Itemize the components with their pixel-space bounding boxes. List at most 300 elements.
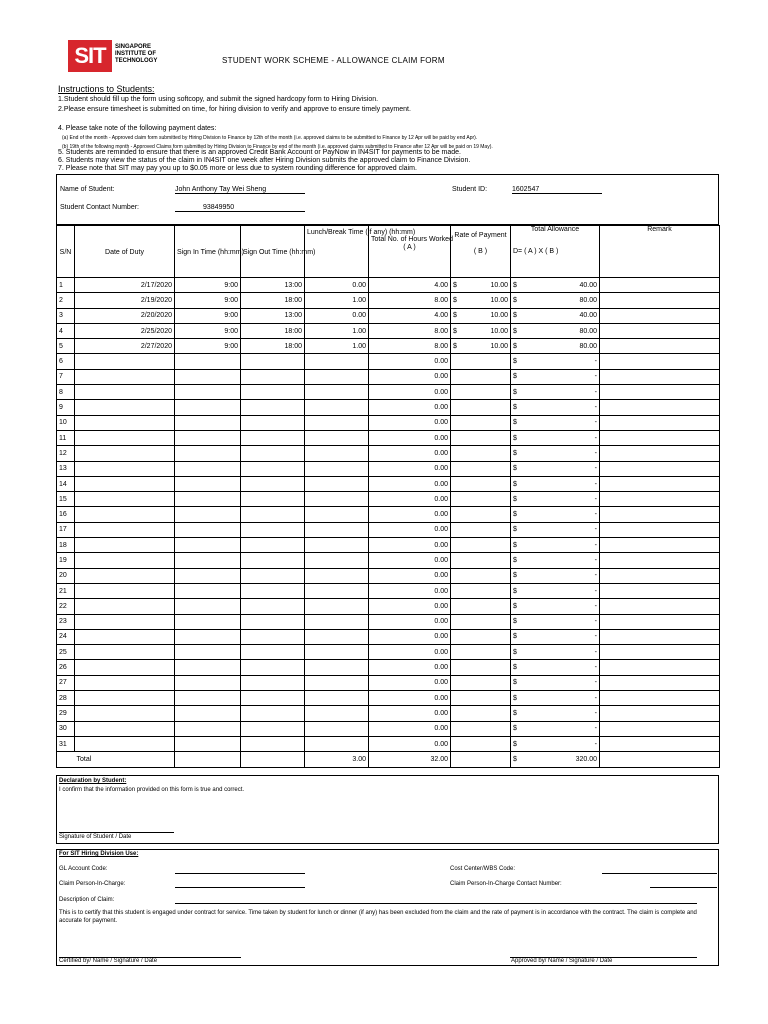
- cell-remark[interactable]: [600, 323, 720, 338]
- cell-sign-out[interactable]: 18:00: [241, 339, 305, 354]
- cell-sn[interactable]: 28: [57, 691, 75, 706]
- cell-sn[interactable]: 21: [57, 583, 75, 598]
- cell-date[interactable]: [75, 599, 175, 614]
- cell-lunch[interactable]: [305, 415, 369, 430]
- cell-sn[interactable]: 25: [57, 645, 75, 660]
- cell-rate[interactable]: [451, 736, 511, 751]
- instruction-2: 2.Please ensure timesheet is submitted on time, for hiring division to verify and approve to ensure timely payment.: [58, 106, 411, 113]
- cell-hours[interactable]: 4.00: [369, 278, 451, 293]
- cell-total: [511, 323, 600, 338]
- claim-person-label: Claim Person-In-Charge:: [59, 881, 126, 887]
- cell-sign-out[interactable]: [241, 706, 305, 721]
- cell-sign-out[interactable]: [241, 614, 305, 629]
- cell-sign-out[interactable]: [241, 446, 305, 461]
- cell-date[interactable]: [75, 538, 175, 553]
- cell-sn[interactable]: 2: [57, 293, 75, 308]
- cell-rate[interactable]: [451, 553, 511, 568]
- cell-remark[interactable]: [600, 446, 720, 461]
- table-row: [57, 507, 720, 522]
- cell-sign-in[interactable]: [175, 721, 241, 736]
- cell-remark[interactable]: [600, 507, 720, 522]
- cell-sign-out[interactable]: [241, 629, 305, 644]
- cell-rate[interactable]: [451, 522, 511, 537]
- cell-sign-out[interactable]: [241, 507, 305, 522]
- cell-lunch[interactable]: [305, 369, 369, 384]
- header-rate-sub: ( B ): [473, 248, 488, 255]
- cell-hours[interactable]: 0.00: [369, 507, 451, 522]
- cell-sign-out[interactable]: [241, 522, 305, 537]
- cell-hours[interactable]: 0.00: [369, 400, 451, 415]
- cell-sign-in[interactable]: [175, 369, 241, 384]
- table-row: [57, 736, 720, 751]
- cell-sign-out[interactable]: 18:00: [241, 323, 305, 338]
- cell-hours[interactable]: 0.00: [369, 736, 451, 751]
- cell-date[interactable]: [75, 492, 175, 507]
- cell-lunch[interactable]: [305, 553, 369, 568]
- cell-remark[interactable]: [600, 354, 720, 369]
- cell-lunch[interactable]: [305, 522, 369, 537]
- cell-lunch[interactable]: [305, 385, 369, 400]
- cell-lunch[interactable]: [305, 476, 369, 491]
- cell-lunch[interactable]: [305, 645, 369, 660]
- cell-date[interactable]: [75, 553, 175, 568]
- cell-sign-in[interactable]: 9:00: [175, 308, 241, 323]
- cost-center-field[interactable]: [602, 873, 717, 874]
- declaration-heading: Declaration by Student:: [59, 778, 127, 784]
- cell-sn[interactable]: 27: [57, 675, 75, 690]
- cell-remark[interactable]: [600, 476, 720, 491]
- cell-rate[interactable]: [451, 568, 511, 583]
- total-value: -: [594, 556, 597, 564]
- cell-total: [511, 492, 600, 507]
- currency-symbol: $: [513, 618, 517, 626]
- cell-total-remark: [600, 752, 720, 767]
- cell-sign-in[interactable]: [175, 522, 241, 537]
- cell-rate[interactable]: [451, 660, 511, 675]
- cell-sign-out[interactable]: [241, 430, 305, 445]
- cell-rate[interactable]: [451, 446, 511, 461]
- cell-sign-in[interactable]: [175, 599, 241, 614]
- cell-sn[interactable]: 6: [57, 354, 75, 369]
- cell-lunch[interactable]: 0.00: [305, 278, 369, 293]
- cell-sn[interactable]: 24: [57, 629, 75, 644]
- cell-sign-out[interactable]: [241, 476, 305, 491]
- cell-hours[interactable]: 0.00: [369, 629, 451, 644]
- duty-table-body: [57, 278, 720, 768]
- cell-hours[interactable]: 0.00: [369, 492, 451, 507]
- total-value: -: [594, 664, 597, 672]
- cell-hours[interactable]: 0.00: [369, 538, 451, 553]
- cell-hours[interactable]: 0.00: [369, 385, 451, 400]
- cell-hours[interactable]: 0.00: [369, 645, 451, 660]
- cell-sn[interactable]: 12: [57, 446, 75, 461]
- cell-date[interactable]: [75, 660, 175, 675]
- cell-lunch[interactable]: [305, 629, 369, 644]
- cell-sign-in[interactable]: [175, 385, 241, 400]
- cell-remark[interactable]: [600, 492, 720, 507]
- cell-lunch[interactable]: [305, 583, 369, 598]
- cell-rate[interactable]: [451, 354, 511, 369]
- cell-remark[interactable]: [600, 645, 720, 660]
- cell-sn[interactable]: 29: [57, 706, 75, 721]
- cell-sign-in[interactable]: 9:00: [175, 293, 241, 308]
- cell-sign-out[interactable]: [241, 385, 305, 400]
- cell-remark[interactable]: [600, 675, 720, 690]
- table-header-row: [57, 226, 720, 278]
- cell-hours[interactable]: 0.00: [369, 354, 451, 369]
- cell-sn[interactable]: 30: [57, 721, 75, 736]
- cell-remark[interactable]: [600, 522, 720, 537]
- currency-symbol: $: [453, 327, 457, 335]
- cell-sn[interactable]: 20: [57, 568, 75, 583]
- cell-rate[interactable]: [451, 507, 511, 522]
- cell-date[interactable]: [75, 691, 175, 706]
- currency-symbol: $: [513, 755, 517, 763]
- cell-hours[interactable]: 0.00: [369, 599, 451, 614]
- gl-account-field[interactable]: [175, 873, 305, 874]
- cell-date[interactable]: 2/20/2020: [75, 308, 175, 323]
- student-id-field[interactable]: 1602547: [512, 186, 602, 194]
- cell-lunch[interactable]: [305, 492, 369, 507]
- cell-date[interactable]: [75, 614, 175, 629]
- cell-rate[interactable]: [451, 721, 511, 736]
- cell-hours[interactable]: 0.00: [369, 583, 451, 598]
- cell-sign-out[interactable]: [241, 369, 305, 384]
- cell-lunch[interactable]: [305, 507, 369, 522]
- rate-value: 10.00: [490, 312, 508, 320]
- cell-sn[interactable]: 23: [57, 614, 75, 629]
- cell-hours[interactable]: 0.00: [369, 522, 451, 537]
- cell-remark[interactable]: [600, 400, 720, 415]
- cell-sign-in[interactable]: [175, 629, 241, 644]
- cell-lunch[interactable]: 1.00: [305, 323, 369, 338]
- cell-sn[interactable]: 5: [57, 339, 75, 354]
- currency-symbol: $: [513, 358, 517, 366]
- student-name-label: Name of Student:: [60, 186, 115, 193]
- cell-sign-in[interactable]: [175, 736, 241, 751]
- cell-hours[interactable]: 0.00: [369, 675, 451, 690]
- cell-lunch[interactable]: [305, 736, 369, 751]
- cell-lunch[interactable]: [305, 660, 369, 675]
- cell-sn[interactable]: 3: [57, 308, 75, 323]
- cell-lunch[interactable]: [305, 538, 369, 553]
- cell-sn[interactable]: 22: [57, 599, 75, 614]
- cell-date[interactable]: [75, 430, 175, 445]
- cell-date[interactable]: [75, 415, 175, 430]
- cell-sign-out[interactable]: [241, 553, 305, 568]
- total-value: -: [594, 358, 597, 366]
- cell-rate[interactable]: [451, 706, 511, 721]
- cell-rate[interactable]: [451, 629, 511, 644]
- cell-remark[interactable]: [600, 599, 720, 614]
- cell-rate[interactable]: [451, 614, 511, 629]
- cell-total: [511, 522, 600, 537]
- cell-remark[interactable]: [600, 461, 720, 476]
- cell-sn[interactable]: 11: [57, 430, 75, 445]
- cell-hours[interactable]: 0.00: [369, 706, 451, 721]
- cell-lunch[interactable]: [305, 614, 369, 629]
- cell-lunch[interactable]: 1.00: [305, 339, 369, 354]
- cell-sign-in[interactable]: [175, 354, 241, 369]
- currency-symbol: $: [513, 694, 517, 702]
- cell-total: [511, 278, 600, 293]
- total-value: -: [594, 541, 597, 549]
- cell-lunch[interactable]: [305, 675, 369, 690]
- cell-lunch[interactable]: 0.00: [305, 308, 369, 323]
- total-value: -: [594, 618, 597, 626]
- cell-rate[interactable]: [451, 430, 511, 445]
- cell-remark[interactable]: [600, 293, 720, 308]
- cell-hours[interactable]: 0.00: [369, 415, 451, 430]
- cell-rate[interactable]: [451, 278, 511, 293]
- cell-sign-out[interactable]: [241, 461, 305, 476]
- cell-sn[interactable]: 19: [57, 553, 75, 568]
- cell-sign-in[interactable]: [175, 583, 241, 598]
- currency-symbol: $: [513, 556, 517, 564]
- cell-sign-in[interactable]: 9:00: [175, 339, 241, 354]
- cell-lunch[interactable]: [305, 446, 369, 461]
- cell-sign-in[interactable]: [175, 568, 241, 583]
- cell-date[interactable]: [75, 645, 175, 660]
- cell-lunch[interactable]: [305, 354, 369, 369]
- claim-description-field[interactable]: [175, 903, 697, 904]
- cell-rate[interactable]: [451, 339, 511, 354]
- cell-sign-out[interactable]: [241, 538, 305, 553]
- cell-sign-out[interactable]: [241, 400, 305, 415]
- currency-symbol: $: [513, 740, 517, 748]
- table-row: [57, 522, 720, 537]
- cell-date[interactable]: [75, 675, 175, 690]
- cell-sign-in[interactable]: 9:00: [175, 278, 241, 293]
- cell-hours[interactable]: 0.00: [369, 568, 451, 583]
- cell-sign-in[interactable]: [175, 706, 241, 721]
- cell-remark[interactable]: [600, 278, 720, 293]
- student-signature-line[interactable]: [59, 832, 174, 833]
- cell-sn[interactable]: 10: [57, 415, 75, 430]
- cell-remark[interactable]: [600, 583, 720, 598]
- cell-sign-in[interactable]: [175, 691, 241, 706]
- cell-remark[interactable]: [600, 691, 720, 706]
- cell-rate[interactable]: [451, 583, 511, 598]
- cell-remark[interactable]: [600, 415, 720, 430]
- header-sign-out: Sign Out Time (hh:mm): [241, 226, 305, 278]
- cell-remark[interactable]: [600, 568, 720, 583]
- cell-sign-out[interactable]: [241, 721, 305, 736]
- cell-remark[interactable]: [600, 706, 720, 721]
- cell-hours[interactable]: 0.00: [369, 660, 451, 675]
- cell-lunch[interactable]: [305, 430, 369, 445]
- cell-sign-out[interactable]: [241, 568, 305, 583]
- cell-sign-out[interactable]: 13:00: [241, 278, 305, 293]
- cell-rate[interactable]: [451, 293, 511, 308]
- cell-lunch[interactable]: [305, 691, 369, 706]
- table-row: [57, 385, 720, 400]
- cell-sn[interactable]: 8: [57, 385, 75, 400]
- cell-date[interactable]: [75, 568, 175, 583]
- cell-date[interactable]: 2/17/2020: [75, 278, 175, 293]
- cell-date[interactable]: [75, 507, 175, 522]
- cell-hours[interactable]: 0.00: [369, 476, 451, 491]
- header-hours-label: Total No. of Hours Worked: [371, 236, 453, 243]
- instruction-6: 6. Students may view the status of the claim in IN4SIT one week after Hiring Division submits the approved claim to Finance Division.: [58, 157, 471, 164]
- cell-sign-in[interactable]: [175, 461, 241, 476]
- cell-sn[interactable]: 17: [57, 522, 75, 537]
- table-row: [57, 629, 720, 644]
- cell-sign-in[interactable]: [175, 507, 241, 522]
- cell-remark[interactable]: [600, 538, 720, 553]
- cell-sign-out[interactable]: [241, 645, 305, 660]
- student-id-label: Student ID:: [452, 186, 488, 193]
- cell-sign-out[interactable]: [241, 736, 305, 751]
- cell-total: [511, 614, 600, 629]
- cell-date[interactable]: [75, 736, 175, 751]
- cell-rate[interactable]: [451, 385, 511, 400]
- cell-rate[interactable]: [451, 691, 511, 706]
- cell-sn[interactable]: 1: [57, 278, 75, 293]
- cell-sign-in[interactable]: [175, 614, 241, 629]
- cell-date[interactable]: [75, 461, 175, 476]
- cell-remark[interactable]: [600, 553, 720, 568]
- cell-rate[interactable]: [451, 400, 511, 415]
- cell-sn[interactable]: 26: [57, 660, 75, 675]
- cell-remark[interactable]: [600, 614, 720, 629]
- currency-symbol: $: [453, 281, 457, 289]
- cell-rate[interactable]: [451, 369, 511, 384]
- cell-remark[interactable]: [600, 721, 720, 736]
- cell-sign-out[interactable]: [241, 354, 305, 369]
- cell-lunch[interactable]: 1.00: [305, 293, 369, 308]
- cell-sign-in[interactable]: [175, 675, 241, 690]
- cell-sign-out[interactable]: [241, 583, 305, 598]
- cell-sn[interactable]: 16: [57, 507, 75, 522]
- cell-sn[interactable]: 9: [57, 400, 75, 415]
- cell-sn[interactable]: 18: [57, 538, 75, 553]
- cell-rate[interactable]: [451, 323, 511, 338]
- cell-sn[interactable]: 31: [57, 736, 75, 751]
- student-name-field[interactable]: John Anthony Tay Wei Sheng: [175, 186, 305, 194]
- cell-lunch[interactable]: [305, 461, 369, 476]
- cell-date[interactable]: 2/27/2020: [75, 339, 175, 354]
- cell-sign-in[interactable]: [175, 492, 241, 507]
- student-contact-field[interactable]: 93849950: [175, 204, 305, 212]
- cell-sign-out[interactable]: [241, 599, 305, 614]
- cell-hours[interactable]: 0.00: [369, 430, 451, 445]
- cell-date[interactable]: [75, 629, 175, 644]
- cell-sign-out[interactable]: 13:00: [241, 308, 305, 323]
- cell-rate[interactable]: [451, 492, 511, 507]
- cell-date[interactable]: [75, 354, 175, 369]
- cell-hours[interactable]: 8.00: [369, 293, 451, 308]
- cell-lunch[interactable]: [305, 706, 369, 721]
- cell-date[interactable]: 2/25/2020: [75, 323, 175, 338]
- claim-person-contact-field[interactable]: [650, 887, 717, 888]
- cell-sign-in[interactable]: [175, 446, 241, 461]
- cell-remark[interactable]: [600, 430, 720, 445]
- cell-sign-in[interactable]: [175, 476, 241, 491]
- cell-sn[interactable]: 15: [57, 492, 75, 507]
- cell-sign-out[interactable]: [241, 691, 305, 706]
- cell-remark[interactable]: [600, 629, 720, 644]
- cell-sn[interactable]: 7: [57, 369, 75, 384]
- cell-remark[interactable]: [600, 660, 720, 675]
- cell-date[interactable]: [75, 522, 175, 537]
- cell-rate[interactable]: [451, 308, 511, 323]
- cell-rate[interactable]: [451, 538, 511, 553]
- cell-hours[interactable]: 8.00: [369, 339, 451, 354]
- cell-lunch[interactable]: [305, 599, 369, 614]
- cell-date[interactable]: [75, 385, 175, 400]
- claim-person-field[interactable]: [175, 887, 305, 888]
- cell-sign-in[interactable]: [175, 645, 241, 660]
- cell-sn[interactable]: 14: [57, 476, 75, 491]
- cell-date[interactable]: 2/19/2020: [75, 293, 175, 308]
- cell-sn[interactable]: 4: [57, 323, 75, 338]
- cell-total: [511, 339, 600, 354]
- rate-value: 10.00: [490, 327, 508, 335]
- cell-sign-in[interactable]: [175, 660, 241, 675]
- cell-date[interactable]: [75, 400, 175, 415]
- currency-symbol: $: [513, 633, 517, 641]
- cell-rate[interactable]: [451, 675, 511, 690]
- cell-date[interactable]: [75, 583, 175, 598]
- cell-sign-out[interactable]: [241, 492, 305, 507]
- cell-hours[interactable]: 0.00: [369, 553, 451, 568]
- cell-sign-in[interactable]: [175, 430, 241, 445]
- cell-hours[interactable]: 0.00: [369, 691, 451, 706]
- cell-hours[interactable]: 0.00: [369, 461, 451, 476]
- cell-sign-in[interactable]: [175, 415, 241, 430]
- cell-remark[interactable]: [600, 339, 720, 354]
- cell-rate[interactable]: [451, 415, 511, 430]
- cell-hours[interactable]: 0.00: [369, 446, 451, 461]
- cell-date[interactable]: [75, 446, 175, 461]
- cell-date[interactable]: [75, 476, 175, 491]
- cell-lunch[interactable]: [305, 400, 369, 415]
- cell-hours[interactable]: 0.00: [369, 721, 451, 736]
- cell-remark[interactable]: [600, 385, 720, 400]
- cell-hours[interactable]: 4.00: [369, 308, 451, 323]
- cell-date[interactable]: [75, 706, 175, 721]
- cell-sign-in[interactable]: [175, 400, 241, 415]
- cell-rate[interactable]: [451, 645, 511, 660]
- cell-sn[interactable]: 13: [57, 461, 75, 476]
- cell-hours[interactable]: 0.00: [369, 369, 451, 384]
- cell-lunch[interactable]: [305, 721, 369, 736]
- cell-sign-out[interactable]: 18:00: [241, 293, 305, 308]
- cell-hours[interactable]: 8.00: [369, 323, 451, 338]
- cell-lunch[interactable]: [305, 568, 369, 583]
- cell-sign-in[interactable]: [175, 553, 241, 568]
- total-value: 80.00: [579, 296, 597, 304]
- cell-rate[interactable]: [451, 461, 511, 476]
- table-row: [57, 599, 720, 614]
- cell-remark[interactable]: [600, 308, 720, 323]
- cell-sign-out[interactable]: [241, 415, 305, 430]
- cell-remark[interactable]: [600, 736, 720, 751]
- cell-date[interactable]: [75, 369, 175, 384]
- cell-sign-out[interactable]: [241, 675, 305, 690]
- cell-sign-out[interactable]: [241, 660, 305, 675]
- cell-remark[interactable]: [600, 369, 720, 384]
- header-lunch: Lunch/Break Time (If any) (hh:mm): [305, 226, 369, 278]
- cell-hours[interactable]: 0.00: [369, 614, 451, 629]
- cell-rate[interactable]: [451, 476, 511, 491]
- cell-sign-in[interactable]: 9:00: [175, 323, 241, 338]
- total-value: -: [594, 373, 597, 381]
- cell-rate[interactable]: [451, 599, 511, 614]
- cell-sign-in[interactable]: [175, 538, 241, 553]
- cell-date[interactable]: [75, 721, 175, 736]
